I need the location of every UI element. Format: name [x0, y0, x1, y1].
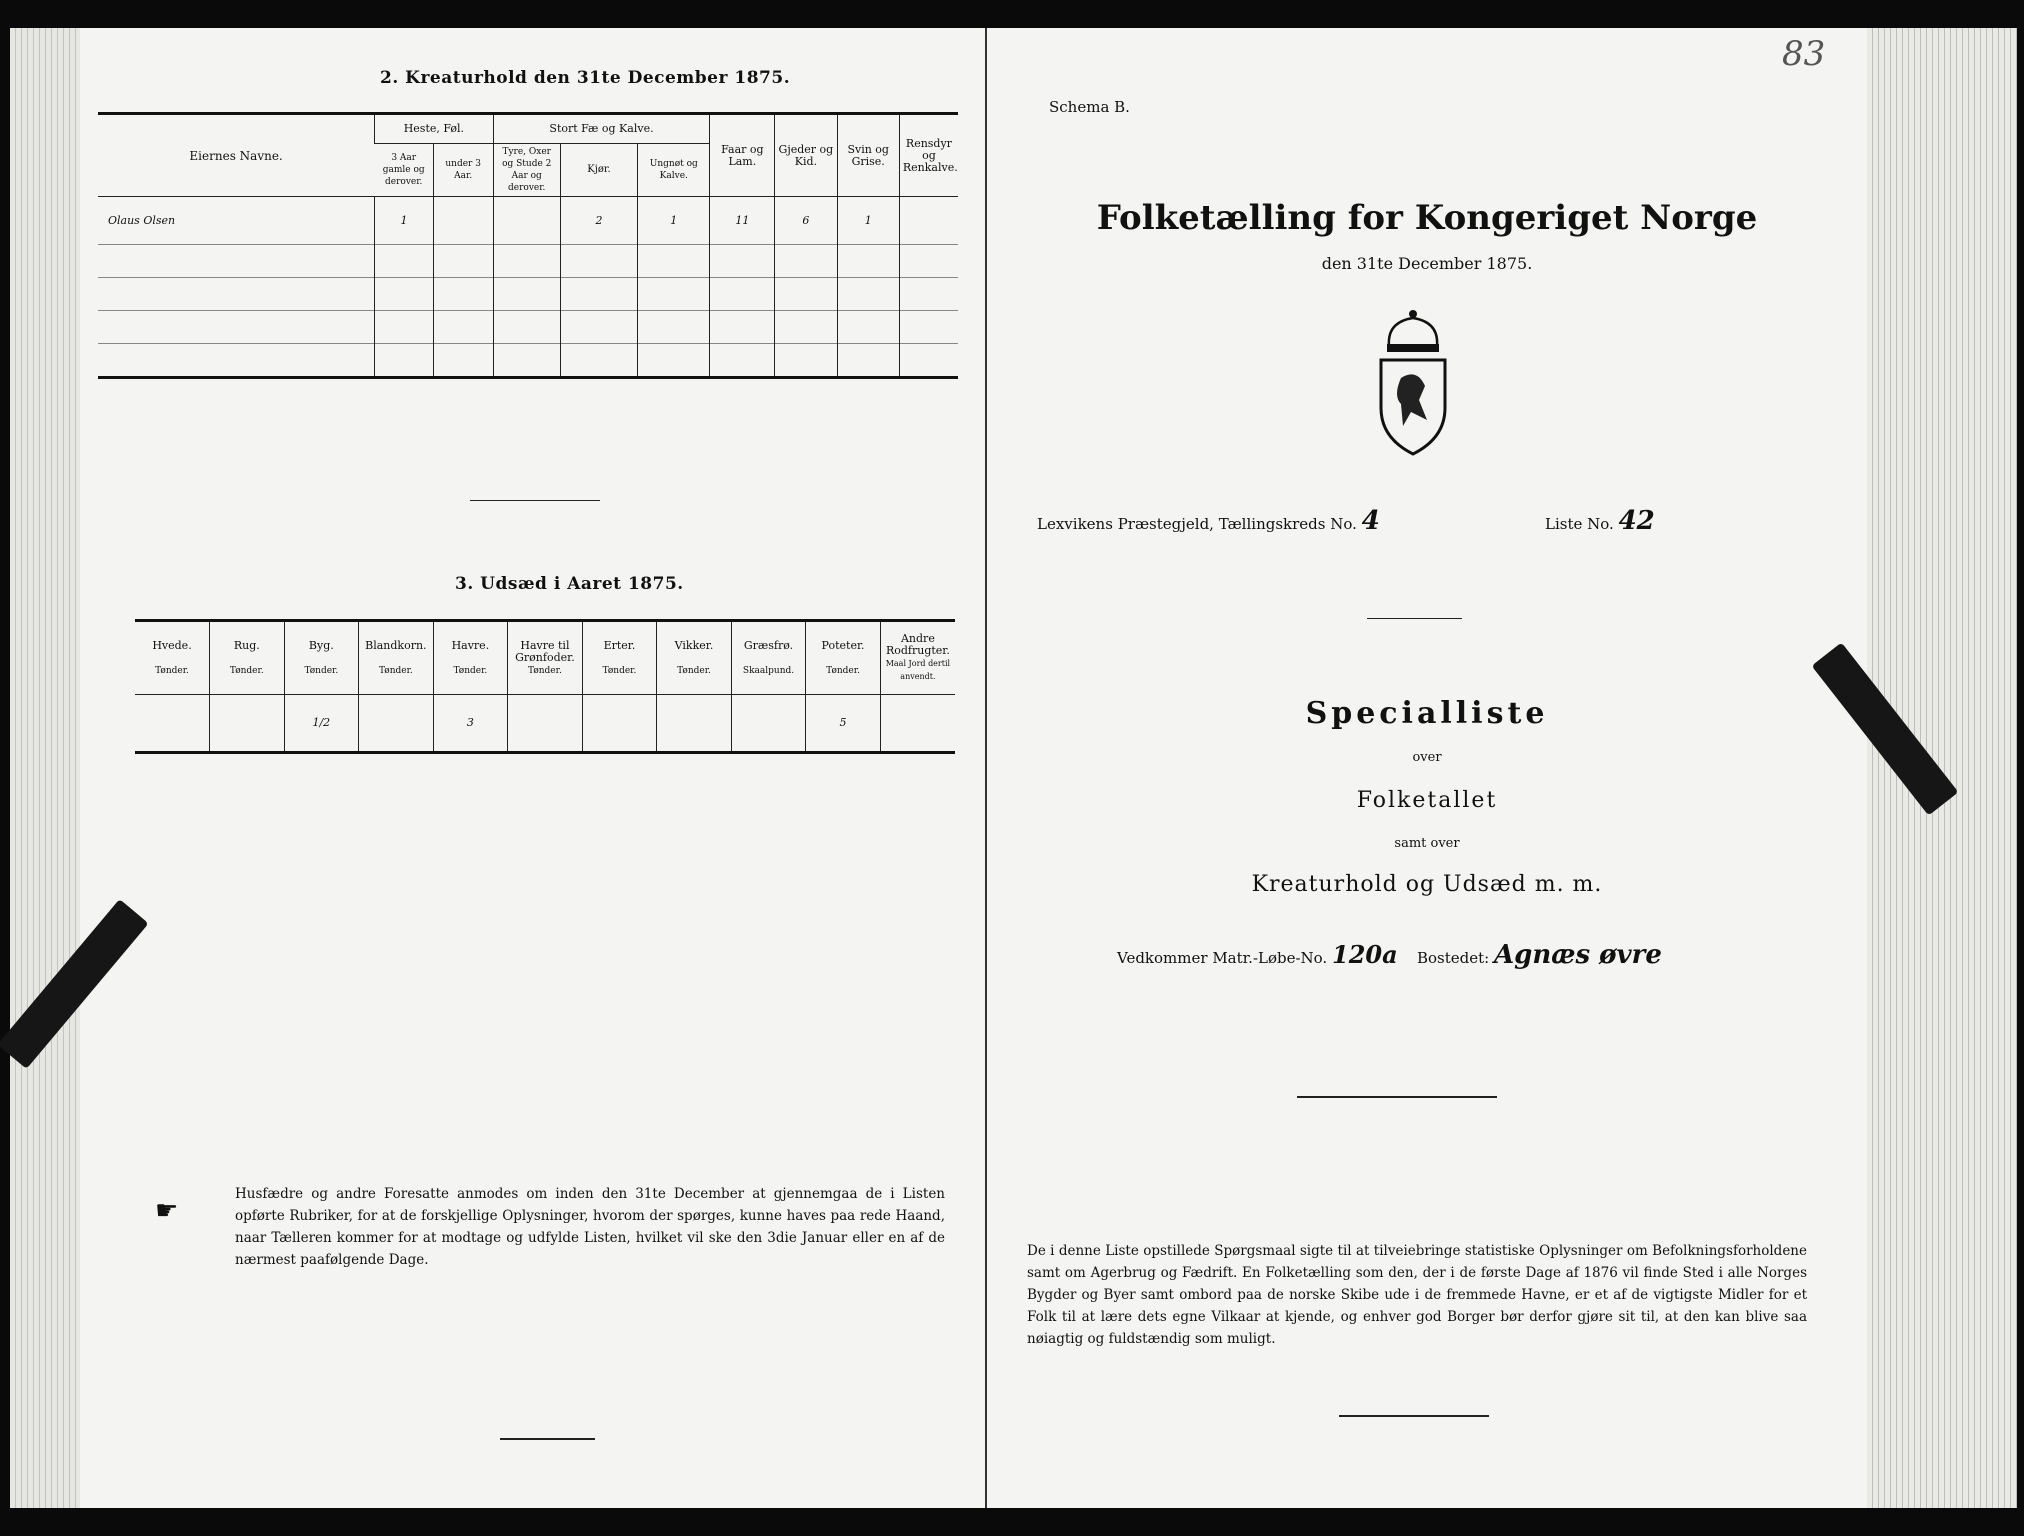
table-row [98, 311, 958, 344]
sheep-header: Faar og Lam. [710, 114, 775, 197]
livestock-table [98, 112, 958, 379]
matr-line [1117, 940, 1398, 969]
col-header: Græsfrø. Skaalpund. [731, 621, 806, 695]
left-page-edges [10, 28, 80, 1508]
horse-sub-old: 3 Aar gamle og derover. [382, 153, 425, 187]
sheep-value: 11 [710, 197, 775, 245]
schema-label: Schema B. [1049, 98, 1130, 116]
pig-header: Svin og Grise. [837, 114, 899, 197]
col-header: Havre. Tønder. [433, 621, 508, 695]
date-line: den 31te December 1875. [1321, 254, 1533, 273]
list-number: 42 [1618, 506, 1655, 536]
sowing-value: 1/2 [284, 695, 359, 753]
bosted-value: Agnæs øvre [1494, 940, 1662, 970]
divider [1367, 618, 1462, 619]
col-header: Poteter. Tønder. [806, 621, 881, 695]
folketallet-label: Folketallet [1356, 788, 1498, 813]
matr-label: Vedkommer Matr.-Løbe-No. [1117, 949, 1328, 967]
district-number: 4 [1361, 506, 1380, 536]
table-row [98, 245, 958, 278]
sowing-value: 3 [433, 695, 508, 753]
col-header: Erter. Tønder. [582, 621, 657, 695]
bosted-label: Bostedet: [1417, 949, 1490, 967]
horse-sub-young: under 3 Aar. [433, 144, 493, 197]
parish-name: Lexvikens [1037, 515, 1113, 533]
district-label: Tællingskreds No. [1218, 515, 1357, 533]
divider [470, 500, 600, 501]
bulls-value [493, 197, 560, 245]
pigs-value: 1 [837, 197, 899, 245]
samt-over-label: samt over [1394, 836, 1460, 851]
reindeer-value [899, 197, 958, 245]
horse-young-value [433, 197, 493, 245]
sowing-value [508, 695, 583, 753]
col-header: Hvede. Tønder. [152, 638, 192, 676]
sowing-value [731, 695, 806, 753]
horse-old-value: 1 [375, 197, 434, 245]
section2-title: 2. Kreaturhold den 31te December 1875. [380, 68, 791, 88]
section3-title: 3. Udsæd i Aaret 1875. [455, 574, 684, 594]
sowing-header-row [135, 621, 955, 695]
pointing-hand-icon: ☛ [155, 1196, 179, 1226]
reindeer-header: Rensdyr og Renkalve. [899, 114, 958, 197]
coat-of-arms-icon [1367, 308, 1459, 458]
col-header: Vikker. Tønder. [657, 621, 732, 695]
parish-line [1037, 506, 1380, 536]
col-header: Byg. Tønder. [284, 621, 359, 695]
col-header: Blandkorn. Tønder. [359, 621, 434, 695]
list-line [1545, 506, 1655, 536]
specialliste-title: Specialliste [1305, 696, 1549, 731]
sowing-value [210, 695, 285, 753]
kreatur-label: Kreaturhold og Udsæd m. m. [1251, 872, 1603, 897]
sowing-value [582, 695, 657, 753]
page-number: 83 [1782, 34, 1826, 74]
bosted-line [1417, 940, 1662, 970]
col-header: Rug. Tønder. [210, 621, 285, 695]
cows-value: 2 [560, 197, 637, 245]
main-title: Folketælling for Kongeriget Norge [1096, 198, 1758, 238]
footer-text: De i denne Liste opstillede Spørgsmaal sigte til at tilveiebringe statistiske Oplysninger om Befolkningsforholdene samt om Agerbrug og Fædrift. En Folketælling som den, der i de første Dage af 1876 vil finde Sted i alle Norges Bygder og Byer samt ombord paa de norske Skibe ude i de fremmede Havne, er et af de vigtigste Midler for et Folk til at lære dets egne Vilkaar at kjende, og enhver god Borger bør derfor gjøre sit til, at den kan blive saa nøiagtig og fuldstændig som muligt. [1027, 1243, 1807, 1347]
owner-header: Eiernes Navne. [189, 148, 283, 163]
divider [1339, 1415, 1489, 1417]
cattle-header: Stort Fæ og Kalve. [493, 114, 710, 144]
divider [500, 1438, 595, 1440]
table-row [98, 278, 958, 311]
table-row [98, 344, 958, 378]
table-row [98, 197, 958, 245]
over-label: over [1412, 750, 1442, 765]
sowing-table [135, 619, 955, 754]
instructions-text: Husfædre og andre Foresatte anmodes om inden den 31te December at gjennemgaa de i Listen opførte Rubriker, for at de forskjellige Oplysninger, hvorom der spørges, kunne haves paa rede Haand, naar Tælleren kommer for at modtage og udfylde Listen, hvilket vil ske den 3die Januar eller en af de nærmest paafølgende Dage. [235, 1186, 945, 1268]
left-page [80, 28, 987, 1508]
sowing-value [359, 695, 434, 753]
cattle-sub-young: Ungnøt og Kalve. [638, 144, 710, 197]
horse-header: Heste, Føl. [375, 114, 493, 144]
parish-label: Præstegjeld, [1117, 515, 1214, 533]
sowing-value: 5 [806, 695, 881, 753]
table-row [135, 695, 955, 753]
cattle-sub-cows: Kjør. [560, 144, 637, 197]
goats-value: 6 [775, 197, 837, 245]
right-page-edges [1867, 28, 2017, 1508]
col-header: Andre Rodfrugter. Maal Jord dertil anvendt. [880, 621, 955, 695]
cattle-sub-bulls: Tyre, Oxer og Stude 2 Aar og derover. [493, 144, 560, 197]
right-page [987, 28, 1867, 1508]
young-cattle-value: 1 [638, 197, 710, 245]
divider [1297, 1096, 1497, 1098]
owner-name: Olaus Olsen [108, 213, 176, 227]
sowing-value [657, 695, 732, 753]
sowing-value [135, 695, 210, 753]
list-label: Liste No. [1545, 515, 1614, 533]
col-header: Havre til Grønfoder. Tønder. [508, 621, 583, 695]
matr-number: 120a [1332, 940, 1398, 969]
goat-header: Gjeder og Kid. [775, 114, 837, 197]
sowing-value [880, 695, 955, 753]
